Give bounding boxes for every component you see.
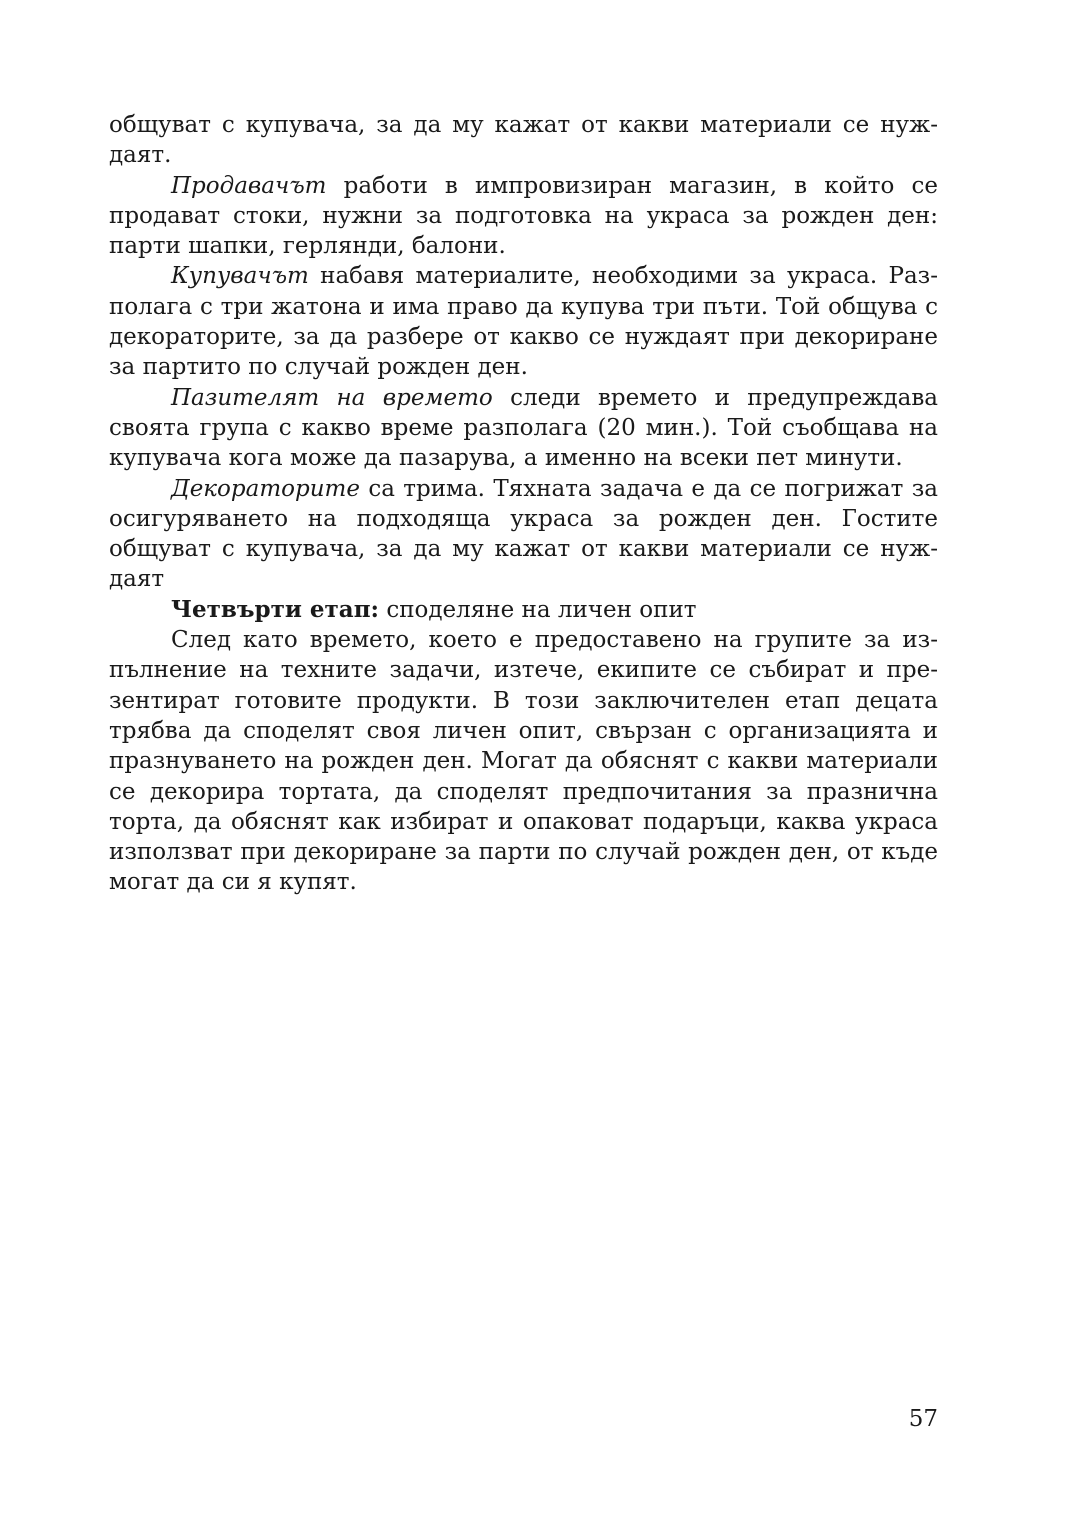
paragraph-decorators xyxy=(109,474,938,595)
role-buyer: Купувачът xyxy=(171,263,309,290)
paragraph-timekeeper xyxy=(109,383,938,474)
role-seller: Продавачът xyxy=(171,172,327,199)
role-timekeeper: Пазителят на времето xyxy=(171,384,493,411)
paragraph-buyer xyxy=(109,261,938,382)
paragraph-text: набавя материалите, необходими за украса. Разполага с три жатона и има право да купува три пъти. Той общува с декораторите, за да разбере от какво се нуждаят при декориране за партито по случай рожден ден. xyxy=(109,263,938,381)
body-text xyxy=(109,110,938,898)
stage-title: споделяне на личен опит xyxy=(379,596,697,623)
paragraph-text: общуват с купувача, за да му кажат от какви материали се нуждаят. xyxy=(109,112,938,169)
paragraph-sharing xyxy=(109,625,938,898)
paragraph-text: работи в импровизиран магазин, в който се продават стоки, нужни за подготовка на украса за рожден ден: парти шапки, герлянди, балони. xyxy=(109,172,938,260)
paragraph-text: са трима. Тяхната задача е да се погрижат за осигуряването на подходяща украса за рожден ден. Гостите общуват с купувача, за да му кажат от какви материали се нуждаят xyxy=(109,475,938,593)
paragraph-seller xyxy=(109,171,938,262)
paragraph-continuation xyxy=(109,110,938,171)
page-number: 57 xyxy=(908,1406,938,1432)
role-decorators: Декораторите xyxy=(171,475,360,502)
paragraph-text: След като времето, което е предоставено на групите за изпълнение на техните задачи, изтече, екипите се събират и презентират готовите продукти. В този заключителен етап децата трябва да споделят своя личен опит, свързан с организацията и празнуването на рожден ден. Могат да обяснят с какви материали се декорира тортата, да споделят предпочитания за празнична торта, да обяснят как избират и опаковат подаръци, каква украса използват при декориране за парти по случай рожден ден, от къде могат да си я купят. xyxy=(109,627,938,896)
stage-label: Четвърти етап: xyxy=(171,595,380,623)
stage-heading xyxy=(109,595,938,625)
paragraph-text: следи времето и предупреждава своята група с какво време разполага (20 мин.). Той съобщава на купувача кога може да пазарува, а именно на всеки пет минути. xyxy=(109,384,938,472)
